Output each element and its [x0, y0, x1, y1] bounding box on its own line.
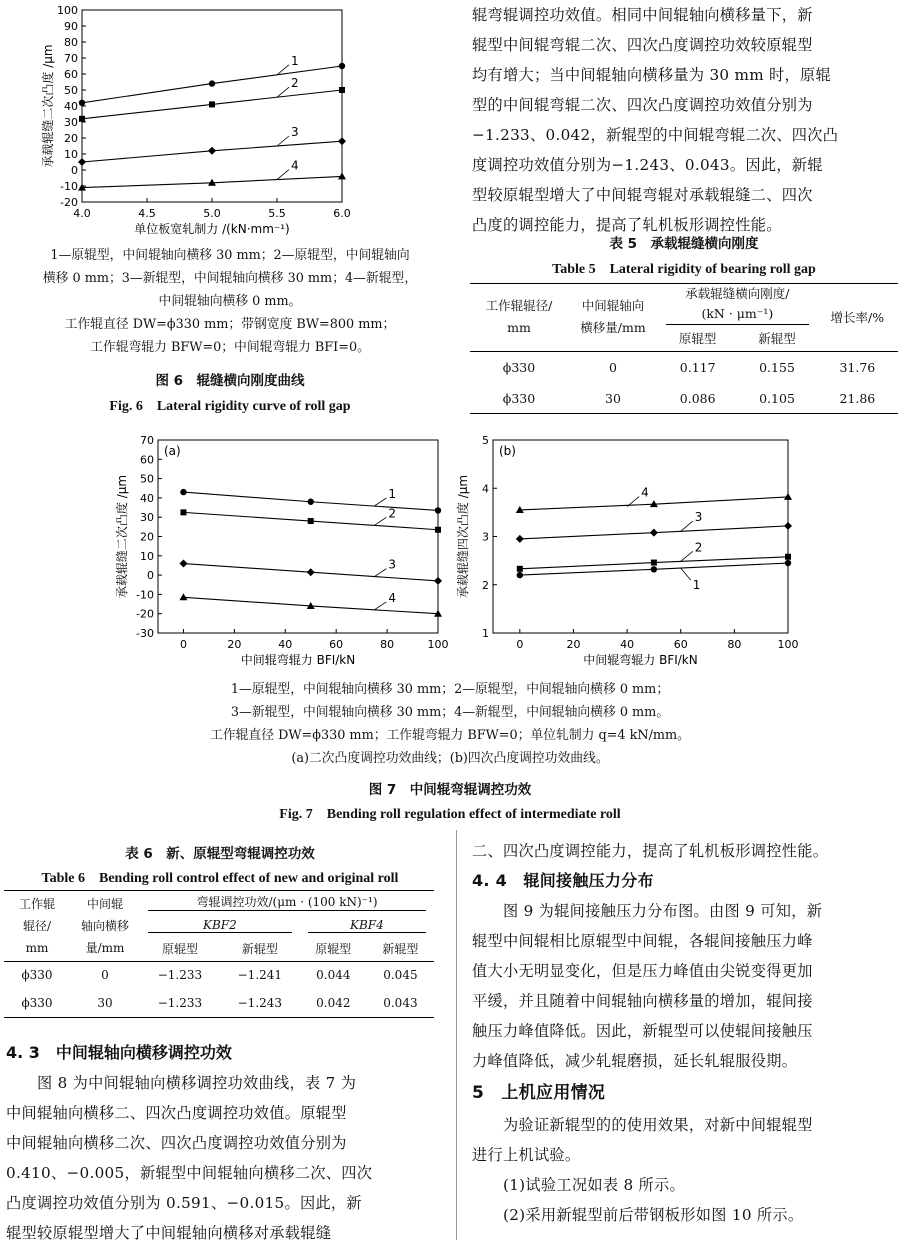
circle-marker	[308, 499, 314, 505]
y-tick-label: 100	[57, 4, 78, 17]
section-4-3-heading: 4. 3 中间辊轴向横移调控功效	[6, 1043, 232, 1062]
table5-cell: 0.155	[759, 359, 795, 375]
text-line: 触压力峰值降低。因此，新辊型可以使辊间接触压	[472, 1022, 813, 1040]
series-label: 3	[291, 125, 299, 139]
table5-header-dw: 工作辊辊径/	[485, 298, 553, 314]
y-tick-label: 1	[482, 627, 489, 640]
text-line: 度调控功效值分别为−1.243、0.043。因此，新辊	[472, 156, 823, 174]
table5-header-shift: 中间辊轴向	[581, 298, 645, 314]
x-tick-label: 20	[566, 638, 581, 651]
table6	[4, 890, 434, 1018]
y-tick-label: 10	[64, 148, 78, 161]
y-tick-label: 2	[482, 578, 489, 592]
text-line: 辊弯辊调控功效值。相同中间辊轴向横移量下，新	[472, 6, 813, 24]
fig7a-chart	[100, 430, 449, 675]
fig7b-chart	[455, 430, 799, 675]
y-tick-label: 70	[140, 434, 154, 447]
table6-cell: −1.233	[157, 968, 203, 983]
series-label: 3	[388, 557, 397, 572]
table-row	[4, 989, 434, 1017]
x-tick-label: 4.0	[73, 207, 91, 220]
series-label: 4	[641, 485, 649, 500]
table6-cell: ϕ330	[21, 968, 53, 983]
fig7-legend-line: 3—新辊型，中间辊轴向横移 30 mm；4—新辊型，中间辊轴向横移 0 mm。	[230, 705, 670, 720]
series-label: 4	[388, 590, 397, 605]
table5-header-rate: 增长率/%	[817, 284, 898, 351]
y-tick-label: 10	[140, 549, 154, 563]
table-row	[4, 961, 434, 989]
panel-label: (b)	[499, 444, 516, 458]
triangle-marker	[179, 593, 187, 600]
circle-marker	[651, 566, 657, 572]
y-tick-label: 40	[140, 491, 154, 505]
table5-header-orig: 原辊型	[658, 325, 737, 351]
text-line: 凸度的调控能力，提高了轧机板形调控性能。	[472, 216, 782, 234]
text-line: 辊型中间辊相比原辊型中间辊，各辊间接触压力峰	[472, 932, 813, 950]
panel-label: (a)	[164, 444, 181, 458]
text-line: 中间辊轴向横移二、四次凸度调控功效值。原辊型	[6, 1104, 347, 1122]
y-tick-label: 60	[64, 68, 78, 81]
fig6-legend-line: 中间辊轴向横移 0 mm。	[158, 294, 302, 309]
square-marker	[180, 509, 186, 515]
text-line: 0.410、−0.005，新辊型中间辊轴向横移二次、四次	[6, 1164, 373, 1182]
series-leader-line	[374, 498, 386, 506]
series-leader-line	[277, 136, 289, 146]
diamond-marker	[78, 158, 86, 166]
square-marker	[339, 87, 345, 93]
table6-cell: 0.042	[316, 996, 351, 1010]
square-marker	[785, 554, 791, 560]
text-line: 图 9 为辊间接触压力分布图。由图 9 可知，新	[472, 902, 823, 920]
table6-cell: 0.045	[383, 968, 418, 983]
y-axis-label: 承载辊缝二次凸度 /μm	[41, 44, 55, 168]
diamond-marker	[434, 577, 442, 585]
text-line: 中间辊轴向横移二次、四次凸度调控功效值分别为	[6, 1134, 347, 1152]
x-tick-label: 5.5	[268, 207, 286, 220]
text-line: 力峰值降低，减少轧辊磨损，延长轧辊服役期。	[472, 1052, 798, 1070]
text-line: 图 8 为中间辊轴向横移调控功效曲线，表 7 为	[6, 1074, 357, 1092]
series-label: 4	[291, 158, 299, 173]
plot-frame	[493, 440, 788, 633]
x-tick-label: 100	[777, 638, 799, 651]
y-tick-label: 30	[140, 511, 154, 525]
table6-cell: 0.044	[316, 968, 351, 983]
right-column-bottom	[472, 836, 896, 1230]
text-line: 二、四次凸度调控能力，提高了轧机板形调控性能。	[472, 842, 829, 860]
table6-header-dw: 辊径/	[22, 918, 52, 933]
column-divider	[456, 830, 457, 1240]
series-leader-line	[681, 568, 691, 580]
table5	[470, 283, 898, 414]
y-tick-label: 20	[64, 132, 78, 145]
table5-cell: 21.86	[839, 390, 876, 406]
table5-cell: 0.105	[759, 390, 795, 406]
series-leader-line	[374, 517, 386, 525]
text-line: 进行上机试验。	[472, 1146, 581, 1164]
fig7-caption-en: Fig. 7 Bending roll regulation effect of intermediate roll	[279, 807, 621, 822]
series-label: 1	[692, 578, 701, 593]
y-tick-label: 30	[64, 116, 78, 129]
table6-cell: −1.241	[237, 968, 283, 983]
diamond-marker	[784, 522, 792, 530]
y-tick-label: -10	[60, 180, 78, 193]
series-leader-line	[681, 551, 693, 561]
top-right-paragraph	[472, 0, 896, 240]
table5-cell: 30	[605, 390, 621, 406]
table6-caption-cn: 表 6 新、原辊型弯辊调控功效	[125, 846, 315, 862]
series-leader-line	[681, 521, 693, 531]
text-line: 凸度调控功效值分别为 0.591、−0.015。因此，新	[6, 1194, 362, 1212]
circle-marker	[435, 507, 441, 513]
table5-header-dw-unit: mm	[507, 320, 531, 336]
square-marker	[651, 560, 657, 566]
diamond-marker	[179, 560, 187, 568]
series-leader-line	[374, 602, 386, 610]
y-tick-label: 70	[64, 52, 78, 65]
table6-cell: −1.233	[157, 996, 203, 1010]
fig6-condition-line: 工作辊直径 DW=ϕ330 mm；带钢宽度 BW=800 mm；	[64, 317, 396, 332]
square-marker	[517, 566, 523, 572]
fig7-caption-cn: 图 7 中间辊弯辊调控功效	[368, 782, 532, 798]
triangle-marker	[784, 493, 792, 500]
y-tick-label: -30	[136, 627, 154, 640]
text-line: 值大小无明显变化，但是压力峰值由尖锐变得更加	[472, 962, 813, 980]
series-leader-line	[374, 569, 386, 577]
square-marker	[79, 116, 85, 122]
table6-cell: ϕ330	[21, 996, 53, 1010]
y-tick-label: 60	[140, 453, 154, 467]
fig6-legend-line: 横移 0 mm；3—新辊型，中间辊轴向横移 30 mm；4—新辊型，	[42, 271, 418, 286]
text-line: 均有增大；当中间辊轴向横移量为 30 mm 时，原辊	[472, 66, 831, 84]
table6-header-new: 新辊型	[367, 937, 434, 961]
table6-header-eff: 弯辊调控功效/(μm · (100 kN)⁻¹)	[148, 893, 426, 911]
table5-header-rigidity-unit: (kN · μm⁻¹)	[701, 306, 774, 321]
y-tick-label: 20	[140, 530, 154, 544]
table-row	[470, 351, 898, 383]
fig7-legend-line: 工作辊直径 DW=ϕ330 mm；工作辊弯辊力 BFW=0；单位轧制力 q=4 kN/mm。	[210, 728, 690, 743]
table6-header-shift: 轴向横移	[80, 918, 129, 933]
square-marker	[209, 101, 215, 107]
table6-header-shift: 量/mm	[85, 940, 125, 955]
text-line: (2)采用新辊型前后带钢板形如图 10 所示。	[472, 1206, 804, 1224]
table5-caption-cn: 表 5 承载辊缝横向刚度	[609, 236, 759, 252]
table5-cell: 0.086	[679, 390, 716, 406]
table6-header-dw: 工作辊	[18, 896, 55, 911]
table6-cell: 30	[97, 996, 113, 1010]
series-label: 1	[291, 53, 299, 68]
x-tick-label: 80	[380, 638, 395, 651]
x-tick-label: 5.0	[203, 207, 221, 220]
x-axis-label: 中间辊弯辊力 BFI/kN	[583, 653, 698, 667]
table5-cell: ϕ330	[502, 359, 536, 375]
table6-header-orig: 原辊型	[300, 937, 367, 961]
fig6-condition-line: 工作辊弯辊力 BFW=0；中间辊弯辊力 BFI=0。	[90, 340, 370, 355]
y-tick-label: 3	[482, 530, 489, 544]
y-axis-label: 承载辊缝四次凸度 /μm	[456, 474, 470, 599]
text-line: 平缓，并且随着中间辊轴向横移量的增加，辊间接	[472, 992, 813, 1010]
y-tick-label: 5	[482, 434, 489, 447]
x-axis-label: 单位板宽轧制力 /(kN·mm⁻¹)	[134, 222, 290, 236]
series-label: 1	[388, 487, 397, 502]
table5-cell: 31.76	[839, 359, 876, 375]
section-4-3-body	[6, 1068, 436, 1248]
series-label: 3	[694, 510, 703, 525]
table5-header-new: 新辊型	[737, 325, 816, 351]
table6-header-new: 新辊型	[220, 937, 300, 961]
y-tick-label: -20	[136, 607, 154, 621]
fig6-legend-line: 1—原辊型，中间辊轴向横移 30 mm；2—原辊型，中间辊轴向	[50, 248, 410, 263]
table6-cell: 0.043	[383, 996, 418, 1010]
diamond-marker	[208, 147, 216, 155]
x-tick-label: 100	[427, 638, 449, 651]
x-tick-label: 4.5	[138, 207, 156, 220]
x-tick-label: 40	[620, 638, 635, 651]
x-axis-label: 中间辊弯辊力 BFI/kN	[240, 653, 356, 667]
y-tick-label: 0	[71, 164, 78, 177]
series-leader-line	[277, 170, 289, 180]
y-tick-label: 80	[64, 36, 78, 49]
fig6-caption-cn: 图 6 辊缝横向刚度曲线	[155, 373, 305, 389]
diamond-marker	[307, 568, 315, 576]
x-tick-label: 40	[278, 638, 293, 651]
diamond-marker	[338, 137, 346, 145]
triangle-marker	[338, 172, 346, 179]
diamond-marker	[650, 529, 658, 537]
text-line: −1.233、0.042，新辊型的中间辊弯辊二次、四次凸	[472, 126, 839, 144]
circle-marker	[339, 63, 345, 69]
y-tick-label: 40	[64, 100, 78, 113]
circle-marker	[209, 80, 215, 86]
square-marker	[435, 527, 441, 533]
table6-header-k2: KBF2	[148, 918, 292, 933]
fig7-legend-line: 1—原辊型，中间辊轴向横移 30 mm；2—原辊型，中间辊轴向横移 0 mm；	[230, 682, 670, 697]
text-line: 型的中间辊弯辊二次、四次凸度调控功效值分别为	[472, 96, 813, 114]
x-tick-label: 80	[727, 638, 742, 651]
fig6-legend	[0, 244, 460, 359]
series-label: 2	[291, 76, 299, 91]
y-tick-label: 50	[64, 84, 78, 97]
table6-header-shift: 中间辊	[86, 896, 123, 911]
table5-cell: 0.117	[679, 359, 716, 375]
text-line: 为验证新辊型的的使用效果，对新中间辊辊型	[472, 1116, 813, 1134]
table5-cell: ϕ330	[502, 390, 536, 406]
x-tick-label: 60	[329, 638, 344, 651]
fig6-chart	[40, 0, 380, 240]
x-tick-label: 60	[673, 638, 688, 651]
circle-marker	[79, 100, 85, 106]
circle-marker	[785, 560, 791, 566]
y-tick-label: 50	[140, 472, 154, 486]
x-tick-label: 0	[516, 638, 524, 651]
table6-cell: −1.243	[237, 996, 283, 1010]
table6-header-dw: mm	[25, 940, 49, 955]
table6-caption-en: Table 6 Bending roll control effect of new and original roll	[41, 871, 399, 886]
series-label: 2	[694, 540, 703, 555]
x-tick-label: 20	[227, 638, 242, 651]
circle-marker	[180, 489, 186, 495]
table5-header-shift-unit: 横移量/mm	[580, 320, 646, 336]
fig6-caption-en: Fig. 6 Lateral rigidity curve of roll gap	[109, 399, 351, 414]
square-marker	[308, 518, 314, 524]
fig7-legend	[0, 678, 900, 770]
y-tick-label: -10	[136, 588, 154, 602]
y-axis-label: 承载辊缝二次凸度 /μm	[115, 474, 129, 599]
fig7-legend-line: (a)二次凸度调控功效曲线；(b)四次凸度调控功效曲线。	[291, 751, 609, 766]
table-row	[470, 383, 898, 413]
x-tick-label: 6.0	[333, 207, 351, 220]
y-tick-label: 4	[482, 482, 489, 496]
circle-marker	[517, 572, 523, 578]
table6-header-k4: KBF4	[308, 918, 426, 933]
text-line: (1)试验工况如表 8 所示。	[472, 1176, 685, 1194]
series-label: 2	[388, 506, 397, 521]
table5-header-rigidity: 承载辊缝横向刚度/	[685, 286, 790, 301]
table6-header-orig: 原辊型	[140, 937, 220, 961]
section-5-heading: 5 上机应用情况	[472, 1083, 606, 1103]
x-tick-label: 0	[179, 638, 187, 651]
text-line: 辊型较原辊型增大了中间辊轴向横移对承载辊缝	[6, 1224, 332, 1242]
y-tick-label: -20	[60, 196, 78, 209]
diamond-marker	[516, 535, 524, 543]
text-line: 型较原辊型增大了中间辊弯辊对承载辊缝二、四次	[472, 186, 813, 204]
text-line: 辊型中间辊弯辊二次、四次凸度调控功效较原辊型	[472, 36, 813, 54]
y-tick-label: 90	[64, 20, 78, 33]
table5-cell: 0	[609, 359, 617, 375]
section-4-4-heading: 4. 4 辊间接触压力分布	[472, 871, 654, 890]
table5-caption-en: Table 5 Lateral rigidity of bearing roll gap	[552, 262, 816, 277]
table6-cell: 0	[101, 968, 109, 983]
y-tick-label: 0	[147, 569, 154, 583]
